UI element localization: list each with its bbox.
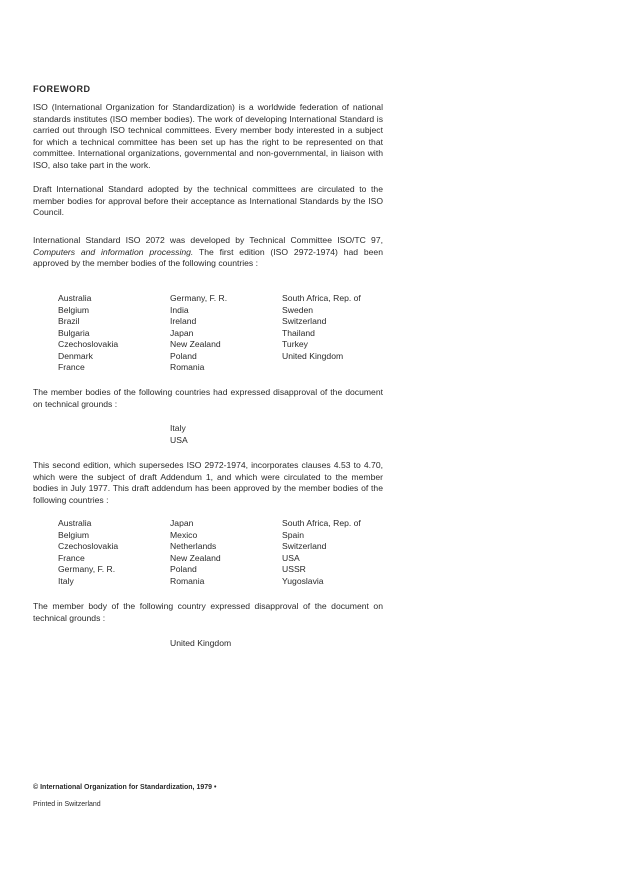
country-item: USA: [170, 434, 188, 445]
first-disapprovals-list: [170, 423, 188, 446]
first-approvals-col-1: [58, 293, 170, 374]
committee-title: Computers and information processing.: [33, 246, 194, 257]
country-item: Spain: [282, 529, 304, 540]
country-item: New Zealand: [170, 552, 221, 563]
country-item: Switzerland: [282, 541, 327, 551]
country-item: Belgium: [58, 304, 90, 315]
page-title: FOREWORD: [33, 84, 91, 94]
country-item: Romania: [170, 575, 205, 586]
country-item: Mexico: [170, 529, 198, 540]
development-text-b: The first edition (ISO 2972-1974) had been approved by the member bodies of the following countries :: [33, 246, 383, 268]
country-item: New Zealand: [170, 339, 221, 349]
country-item: Japan: [170, 327, 194, 338]
second-disapprovals-list: [170, 638, 231, 650]
country-item: France: [58, 362, 85, 372]
country-item: France: [58, 552, 85, 563]
country-item: South Africa, Rep. of: [282, 518, 361, 528]
country-item: Poland: [170, 350, 197, 361]
country-item: Italy: [58, 575, 74, 586]
country-item: Italy: [170, 423, 186, 433]
first-approvals-col-3: [282, 293, 398, 374]
first-approvals-list: [58, 293, 398, 374]
paragraph-development: [33, 235, 383, 270]
paragraph-draft-standards: Draft International Standard adopted by the technical committees are circulated to the member bodies for approval before their acceptance as International Standards by the ISO Council.: [33, 184, 383, 217]
paragraph-disapproval-second: The member body of the following country expressed disapproval of the document on technical grounds :: [33, 601, 383, 623]
paragraph-disapproval-first: The member bodies of the following countries had expressed disapproval of the document on technical grounds :: [33, 387, 383, 409]
country-item: Switzerland: [282, 316, 327, 326]
country-item: Czechoslovakia: [58, 541, 119, 551]
printed-in-notice: Printed in Switzerland: [33, 801, 101, 808]
second-approvals-col-1: [58, 518, 170, 587]
paragraph-iso-intro: ISO (International Organization for Standardization) is a worldwide federation of national standards institutes (ISO member bodies). The work of developing International Standard is carried out through ISO technical committees. Every member body interested in a subject for which a technical committee has been set up has the right to be represented on that committee. International organizations, governmental and non-governmental, in liaison with ISO, also take part in the work.: [33, 102, 383, 170]
country-item: Germany, F. R.: [170, 293, 228, 303]
country-item: United Kingdom: [282, 350, 344, 361]
country-item: Sweden: [282, 304, 314, 315]
country-item: USSR: [282, 564, 306, 574]
development-text-a: International Standard ISO 2072 was developed by Technical Committee ISO/TC 97,: [33, 235, 383, 245]
paragraph-second-edition: This second edition, which supersedes ISO 2972-1974, incorporates clauses 4.53 to 4.70, which were the subject of draft Addendum 1, and which were circulated to the member bodies in July 1977. This draft addendum has been approved by the member bodies of the following countries :: [33, 460, 383, 505]
country-item: Turkey: [282, 339, 308, 349]
country-item: Thailand: [282, 327, 315, 338]
country-item: Czechoslovakia: [58, 339, 119, 349]
second-approvals-col-2: [170, 518, 282, 587]
country-item: South Africa, Rep. of: [282, 293, 361, 303]
first-approvals-col-2: [170, 293, 282, 374]
country-item: Brazil: [58, 316, 80, 326]
country-item: United Kingdom: [170, 638, 232, 648]
country-item: Australia: [58, 293, 92, 303]
country-item: Poland: [170, 564, 197, 574]
country-item: Ireland: [170, 316, 197, 326]
second-approvals-col-3: [282, 518, 398, 587]
country-item: Yugoslavia: [282, 575, 324, 586]
country-item: Germany, F. R.: [58, 564, 116, 574]
country-item: Romania: [170, 362, 205, 372]
second-approvals-list: [58, 518, 398, 587]
country-item: Netherlands: [170, 541, 217, 551]
country-item: Australia: [58, 518, 92, 528]
country-item: USA: [282, 552, 300, 563]
country-item: Japan: [170, 518, 194, 528]
country-item: Belgium: [58, 529, 90, 540]
country-item: Bulgaria: [58, 327, 90, 338]
copyright-notice: © International Organization for Standardization, 1979 •: [33, 784, 217, 791]
country-item: India: [170, 304, 189, 315]
country-item: Denmark: [58, 350, 93, 361]
